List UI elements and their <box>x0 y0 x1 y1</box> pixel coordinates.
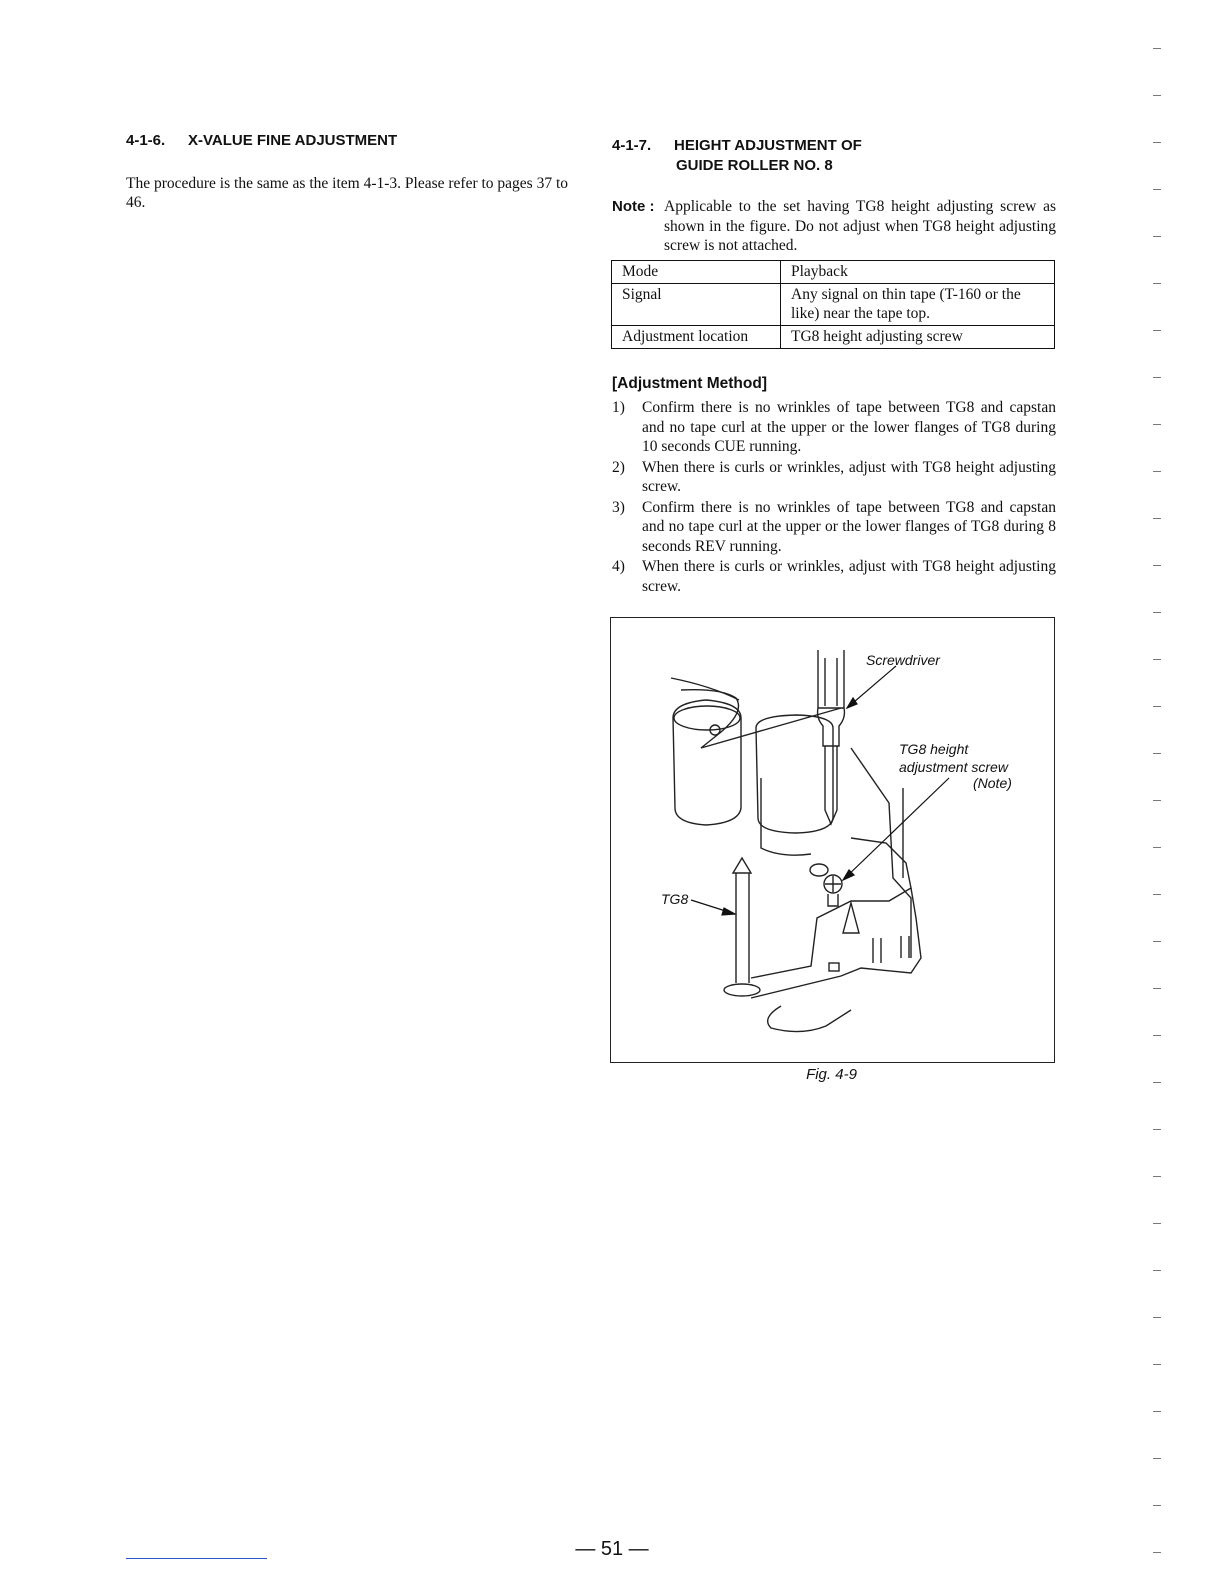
adjustment-method-title: [Adjustment Method] <box>612 375 767 392</box>
tg8-post <box>736 873 749 983</box>
label-screwdriver: Screwdriver <box>866 652 940 668</box>
figure-frame <box>610 617 1055 1063</box>
edge-tick <box>1153 377 1161 378</box>
screwdriver-leader-arrow <box>847 698 857 708</box>
screwdriver-grip-lines <box>825 658 837 706</box>
edge-tick <box>1153 236 1161 237</box>
chassis-plate <box>751 838 911 978</box>
edge-tick <box>1153 847 1161 848</box>
edge-tick <box>1153 659 1161 660</box>
screwdriver-tip <box>825 746 837 824</box>
edge-tick <box>1153 894 1161 895</box>
list-item <box>612 557 1056 596</box>
adjustment-spec-table <box>611 260 1055 349</box>
step-number: 2) <box>612 458 625 476</box>
step-text: When there is curls or wrinkles, adjust with TG8 height adjusting screw. <box>642 458 1056 495</box>
table-key-signal: Signal <box>612 284 781 326</box>
section-title-line1: HEIGHT ADJUSTMENT OF <box>674 137 862 154</box>
note-text: Applicable to the set having TG8 height adjusting screw as shown in the figure. Do not adjust when TG8 height adjusting screw is not attached. <box>664 198 1056 254</box>
screwdriver-shaft <box>818 650 844 708</box>
edge-tick <box>1153 189 1161 190</box>
step-text: Confirm there is no wrinkles of tape between TG8 and capstan and no tape curl at the upper or the lower flanges of TG8 during 8 seconds REV running. <box>642 498 1056 555</box>
section-title-line2: GUIDE ROLLER NO. 8 <box>676 157 833 174</box>
note-block <box>612 197 1056 256</box>
tg8-leader-arrow <box>722 908 735 915</box>
edge-tick <box>1153 471 1161 472</box>
edge-tick <box>1153 753 1161 754</box>
edge-tick <box>1153 48 1161 49</box>
step-text: Confirm there is no wrinkles of tape between TG8 and capstan and no tape curl at the upper or the lower flanges of TG8 during 10 seconds CUE running. <box>642 399 1056 455</box>
list-item <box>612 498 1056 557</box>
section-number: 4-1-7. <box>612 137 652 154</box>
section-number: 4-1-6. <box>126 132 166 149</box>
label-tg8: TG8 <box>661 891 689 907</box>
screw-leader-line <box>843 778 949 880</box>
section-title: X-VALUE FINE ADJUSTMENT <box>188 132 398 149</box>
edge-tick <box>1153 330 1161 331</box>
tg8-base <box>724 984 760 996</box>
edge-tick <box>1153 142 1161 143</box>
table-key-mode: Mode <box>612 261 781 284</box>
capstan-top <box>674 706 740 730</box>
figure-caption: Fig. 4-9 <box>806 1066 857 1083</box>
table-value-signal: Any signal on thin tape (T-160 or the like) near the tape top. <box>781 284 1055 326</box>
edge-tick <box>1153 283 1161 284</box>
label-tg8-screw-line3: (Note) <box>973 775 1012 791</box>
section-heading-4-1-6 <box>126 131 586 151</box>
label-tg8-screw-line2: adjustment screw <box>899 759 1008 775</box>
step-number: 1) <box>612 399 625 416</box>
arm-outline <box>681 690 841 748</box>
edge-tick <box>1153 518 1161 519</box>
edge-tick <box>1153 1411 1161 1412</box>
list-item <box>612 458 1056 497</box>
chassis-foot <box>768 1006 851 1032</box>
step-number: 4) <box>612 558 625 575</box>
edge-tick <box>1153 1223 1161 1224</box>
edge-tick <box>1153 1552 1161 1553</box>
edge-tick <box>1153 612 1161 613</box>
edge-tick <box>1153 1270 1161 1271</box>
edge-tick <box>1153 800 1161 801</box>
adjustment-steps <box>612 398 1056 597</box>
edge-tick <box>1153 1035 1161 1036</box>
edge-tick <box>1153 1129 1161 1130</box>
screw-washer <box>810 864 828 876</box>
tg8-adjustment-illustration <box>611 618 1054 1062</box>
bracket-tabs <box>873 936 909 963</box>
tg8-post-cap <box>733 858 751 873</box>
adjustment-screw-slot <box>825 876 841 892</box>
chassis-plate <box>751 888 921 998</box>
edge-tick <box>1153 1082 1161 1083</box>
procedure-paragraph: The procedure is the same as the item 4-1-3. Please refer to pages 37 to 46. <box>126 175 569 211</box>
edge-tick <box>1153 988 1161 989</box>
drum-body <box>756 715 833 833</box>
table-row <box>612 326 1055 349</box>
bracket-tooth <box>843 903 859 933</box>
list-item <box>612 398 1056 457</box>
edge-tick <box>1153 941 1161 942</box>
step-text: When there is curls or wrinkles, adjust with TG8 height adjusting screw. <box>642 558 1056 595</box>
step-number: 3) <box>612 498 625 516</box>
table-row <box>612 284 1055 326</box>
table-value-mode: Playback <box>781 261 1055 284</box>
footer-rule <box>126 1558 267 1559</box>
section-heading-4-1-7 <box>612 136 1052 176</box>
edge-tick <box>1153 1458 1161 1459</box>
edge-tick <box>1153 95 1161 96</box>
bracket-tab <box>829 963 839 971</box>
table-value-location: TG8 height adjusting screw <box>781 326 1055 349</box>
edge-tick <box>1153 565 1161 566</box>
arm-outline <box>671 678 739 700</box>
drum-base <box>761 778 811 855</box>
edge-tick <box>1153 1176 1161 1177</box>
capstan-body <box>673 700 741 825</box>
edge-tick <box>1153 1505 1161 1506</box>
page-number: — 51 — <box>575 1538 649 1560</box>
label-tg8-screw-line1: TG8 height <box>899 741 969 757</box>
note-label: Note : <box>612 198 655 215</box>
edge-tick <box>1153 424 1161 425</box>
edge-tick <box>1153 1364 1161 1365</box>
table-row <box>612 261 1055 284</box>
edge-tick <box>1153 1317 1161 1318</box>
edge-tick <box>1153 706 1161 707</box>
adjustment-screw-thread <box>828 894 838 906</box>
right-bracket <box>851 748 911 958</box>
table-key-location: Adjustment location <box>612 326 781 349</box>
